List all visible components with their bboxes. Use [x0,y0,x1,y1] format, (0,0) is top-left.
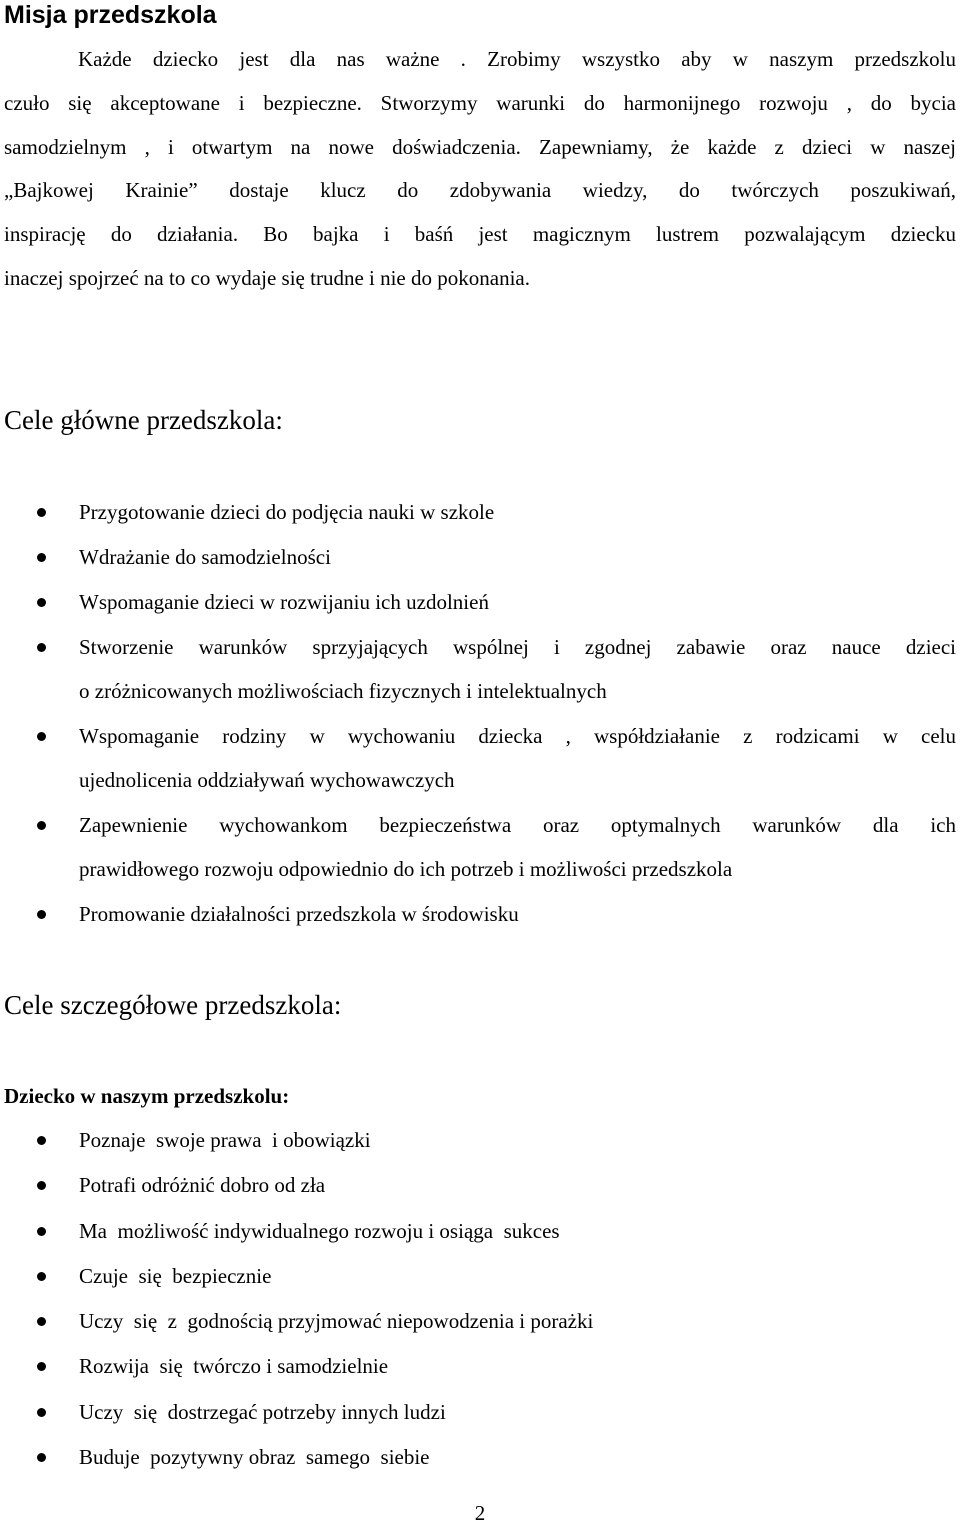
bullet-icon [37,508,46,517]
list-item [0,490,956,534]
paragraph-line: samodzielnym , i otwartym na nowe doświadczenia. Zapewniamy, że każde z dzieci w naszej [4,134,956,159]
paragraph-line: czuło się akceptowane i bezpieczne. Stworzymy warunki do harmonijnego rozwoju , do bycia [4,90,956,115]
bullet-icon [37,598,46,607]
list-item-text: Poznaje swoje prawa i obowiązki [79,1128,371,1152]
bullet-icon [37,821,46,830]
list-item [0,892,956,936]
paragraph-line: inspirację do działania. Bo bajka i baśń jest magicznym lustrem pozwalającym dziecku [4,222,956,247]
paragraph-line: „Bajkowej Krainie” dostaje klucz do zdobywania wiedzy, do twórczych poszukiwań, [4,178,956,203]
list-item-text: Potrafi odróżnić dobro od zła [79,1173,326,1198]
list-item [0,1209,956,1254]
bullet-icon [37,1227,46,1236]
bullet-icon [37,1317,46,1326]
page-title: Misja przedszkola [4,1,217,29]
list-item [0,580,956,624]
list-item-text [79,892,956,936]
list-item [0,1390,956,1435]
list-item-text [79,803,956,891]
detailed-goals-subheading: Dziecko w naszym przedszkolu: [4,1084,290,1108]
list-item-text: Czuje się bezpiecznie [79,1263,272,1288]
list-item [0,1435,956,1480]
list-item-text: Ma możliwość indywidualnego rozwoju i osiąga sukces [79,1218,560,1243]
list-item [0,625,956,713]
main-goals-heading: Cele główne przedszkola: [4,405,283,435]
bullet-icon [37,732,46,741]
list-item-line: Stworzenie warunków sprzyjających wspólnej i zgodnej zabawie oraz nauce dzieci [79,635,956,659]
list-item [0,1344,956,1389]
bullet-icon [37,1181,46,1190]
detailed-goals-list [0,1118,956,1480]
bullet-icon [37,910,46,919]
list-item-line: Wspomaganie rodziny w wychowaniu dziecka , współdziałanie z rodzicami w celu [79,724,956,748]
bullet-icon [37,1408,46,1417]
list-item [0,535,956,579]
list-item-line: Przygotowanie dzieci do podjęcia nauki w szkole [79,500,495,524]
bullet-icon [37,643,46,652]
list-item-text: Buduje pozytywny obraz samego siebie [79,1445,430,1470]
list-item [0,1163,956,1208]
list-item-text: Uczy się z godnością przyjmować niepowodzenia i porażki [79,1309,594,1334]
page-number: 2 [474,1501,486,1525]
paragraph-line: inaczej spojrzeć na to co wydaje się trudne i nie do pokonania. [4,265,530,290]
bullet-icon [37,1453,46,1462]
list-item-line: o zróżnicowanych możliwościach fizycznych i intelektualnych [79,679,607,703]
mission-paragraph [4,38,956,301]
list-item-line: Wdrażanie do samodzielności [79,545,331,569]
bullet-icon [37,1272,46,1281]
paragraph-line: Każde dziecko jest dla nas ważne . Zrobimy wszystko aby w naszym przedszkolu [78,47,956,71]
list-item-line: Wspomaganie dzieci w rozwijaniu ich uzdolnień [79,590,489,614]
list-item-text [79,490,956,534]
list-item-line: ujednolicenia oddziaływań wychowawczych [79,768,455,792]
list-item-text [79,714,956,802]
list-item [0,714,956,802]
list-item-text [79,625,956,713]
bullet-icon [37,1136,46,1145]
main-goals-list [0,490,956,937]
list-item-line: Zapewnienie wychowankom bezpieczeństwa oraz optymalnych warunków dla ich [79,813,956,837]
list-item-text: Rozwija się twórczo i samodzielnie [79,1354,389,1379]
list-item [0,1118,956,1163]
list-item [0,1299,956,1344]
bullet-icon [37,1362,46,1371]
bullet-icon [37,553,46,562]
list-item [0,803,956,891]
list-item-text: Uczy się dostrzegać potrzeby innych ludzi [79,1399,446,1424]
list-item-line: prawidłowego rozwoju odpowiednio do ich potrzeb i możliwości przedszkola [79,857,733,881]
detailed-goals-heading: Cele szczegółowe przedszkola: [4,990,342,1020]
list-item-text [79,535,956,579]
list-item [0,1254,956,1299]
list-item-text [79,580,956,624]
list-item-line: Promowanie działalności przedszkola w środowisku [79,902,519,926]
